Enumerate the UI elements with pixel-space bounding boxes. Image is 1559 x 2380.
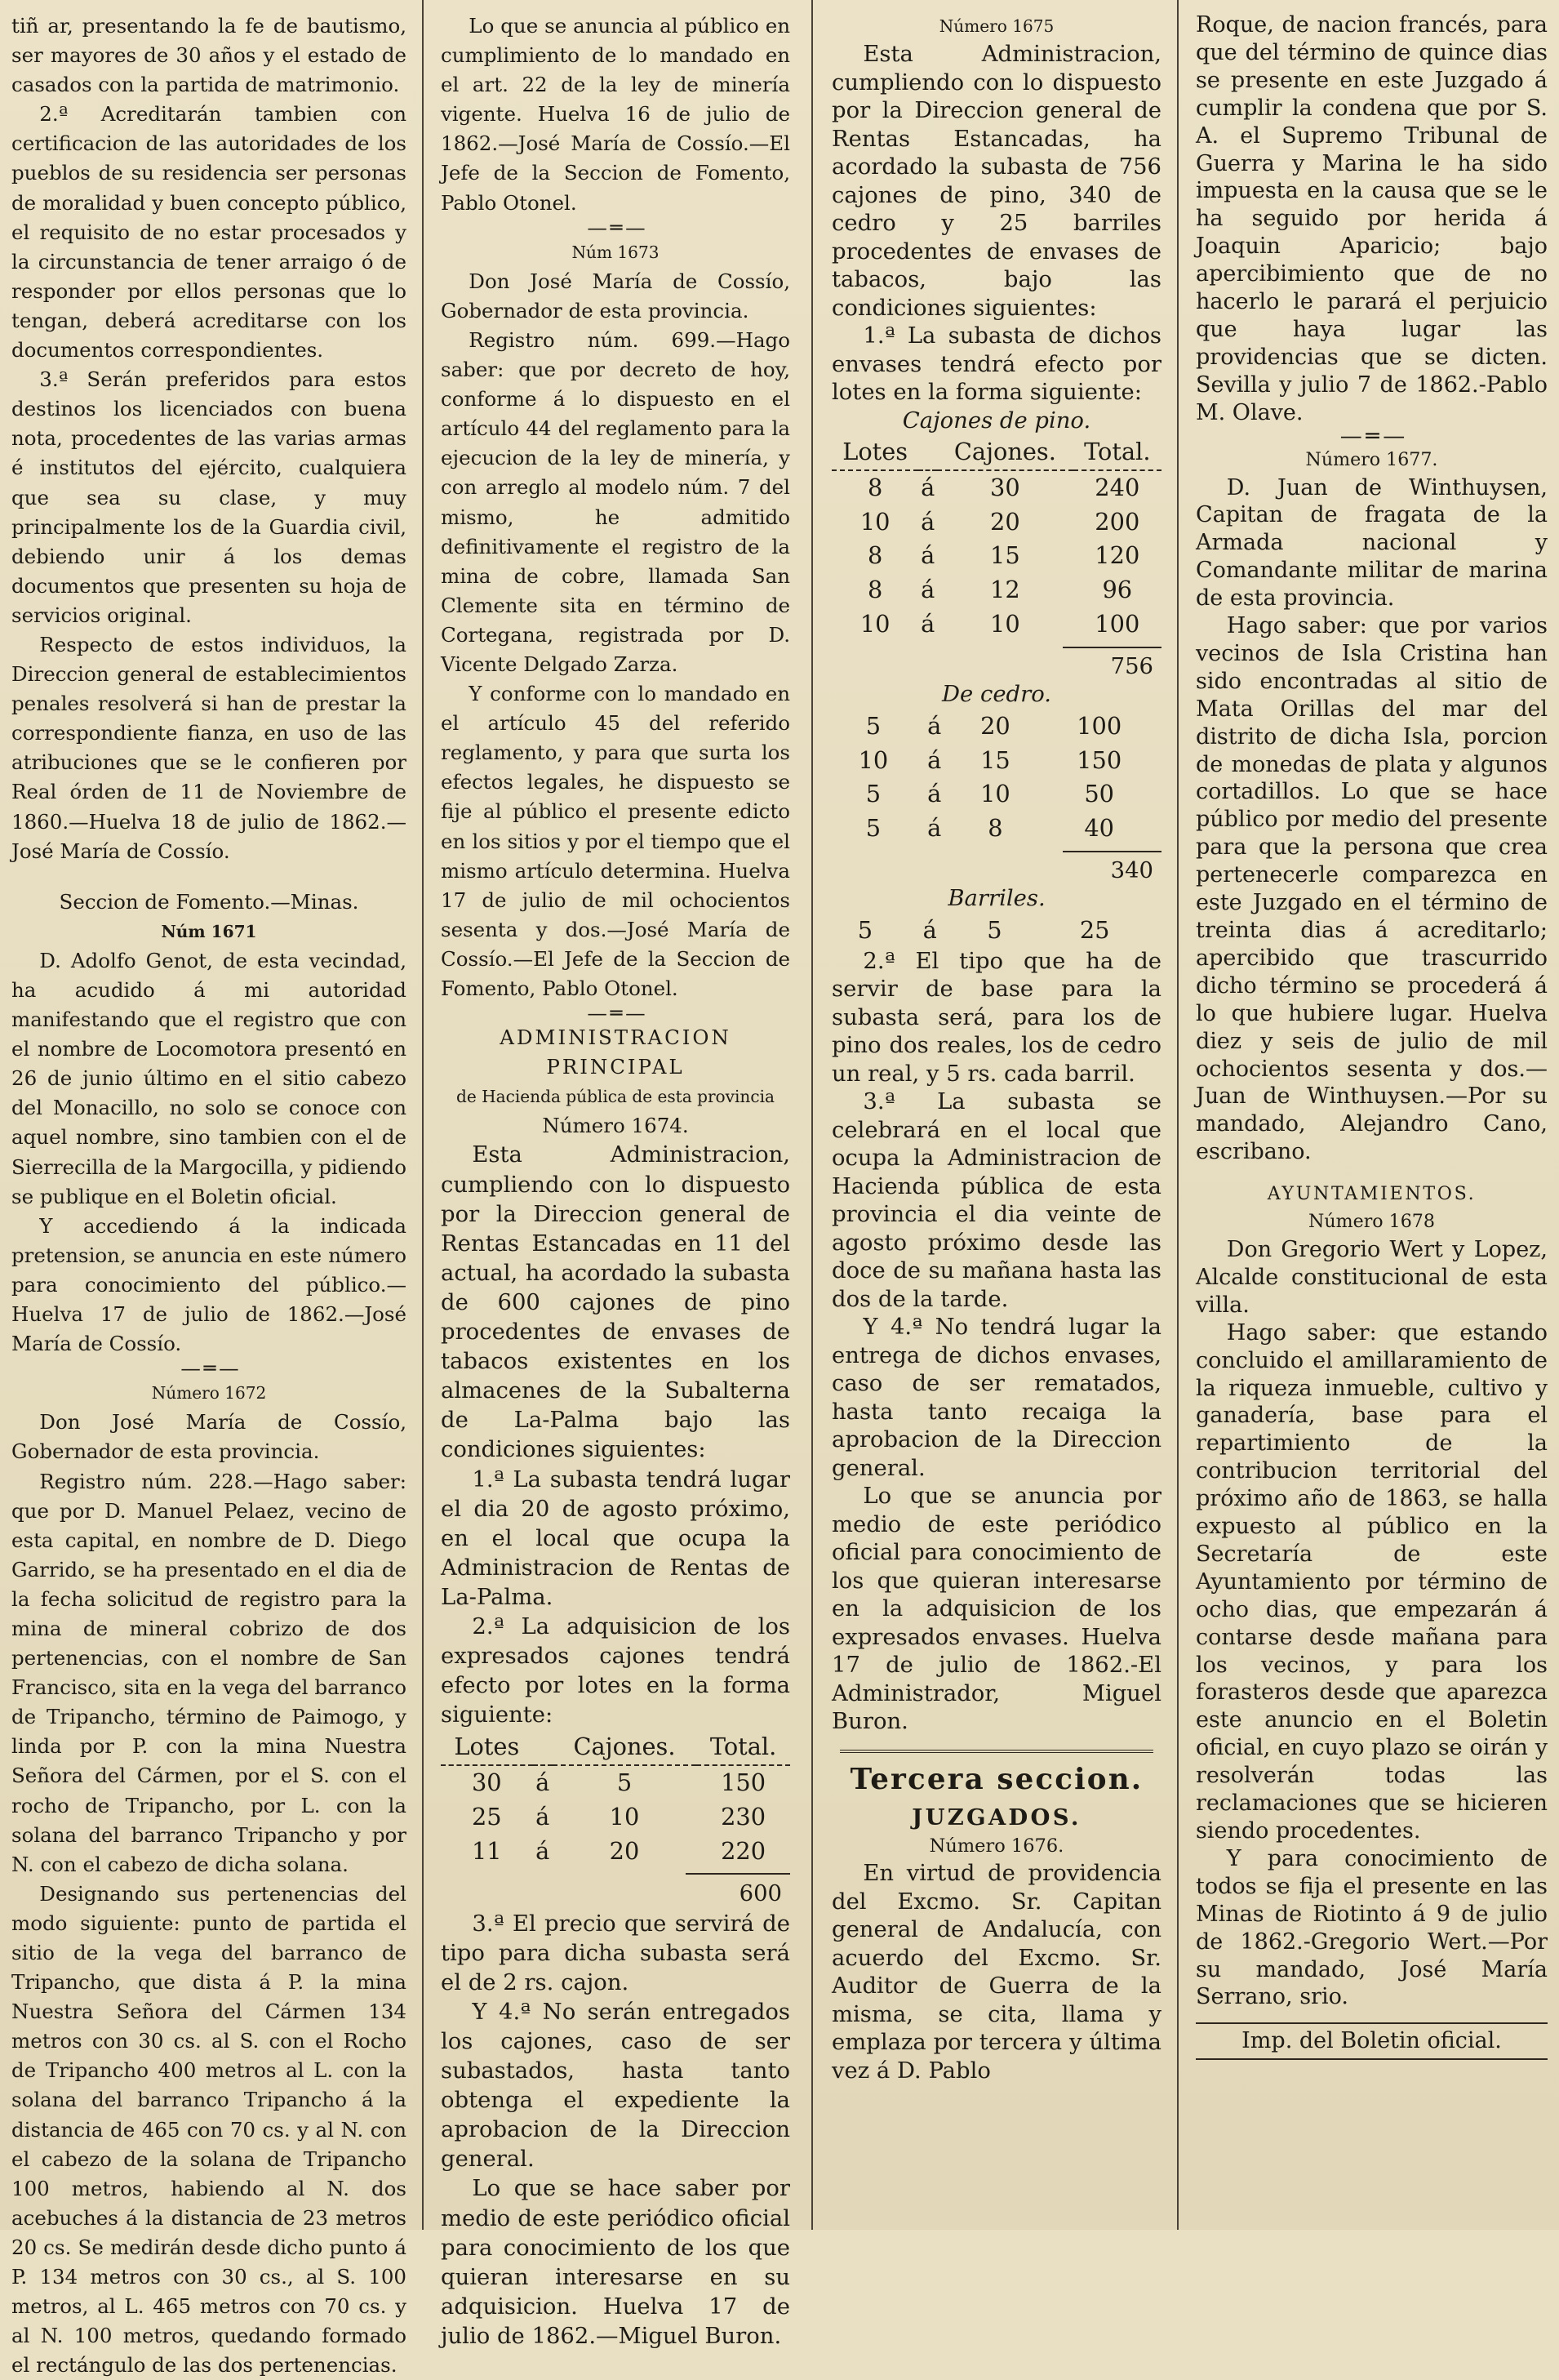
lots-table-pino (832, 435, 1161, 642)
notice-number: Número 1678 (1308, 1211, 1435, 1233)
table-row: 10 á 20 200 (859, 507, 1140, 536)
paragraph: Designando sus pertenencias del modo siguiente: punto de partida el sitio de la vega del barranco de Tripancho, que dista á P. la mina Nuestra Señora del Cármen 134 metros con 30 cs. al S. con el Rocho de Tripancho 400 metros al L. con la solana del barranco Tripancho á la distancia de 465 con 70 cs. y al N. con el cabezo de la solana de Tripancho 100 metros, habiendo al N. dos acebuches á la distancia de 23 metros 20 cs. Se medirán desde dicho punto á P. 134 metros con 30 cs., al S. 100 metros, al L. 465 metros con 70 cs. y al N. 100 metros, quedando formado el rectángulo de las dos pertenencias. (11, 1881, 406, 2378)
table-row: 8 á 12 96 (867, 576, 1133, 604)
notice-number: Núm 1673 (571, 242, 660, 262)
printer-imprint: Imp. del Boletin oficial. (1196, 2022, 1548, 2060)
table-total: 756 (1110, 653, 1153, 679)
paragraph: 2.ª La adquisicion de los expresados cajones tendrá efecto por lotes en la forma siguiente: (441, 1613, 790, 1728)
paragraph: D. Adolfo Genot, de esta vecindad, ha acudido á mi autoridad manifestando que el registro que con el nombre de Locomotora presentó en 26 de junio último en el sitio cabezo del Monacillo, no solo se conoce con aquel nombre, sino tambien con el de Sierrecilla de la Margocilla, y pidiendo se publique en el Boletin oficial. (11, 948, 406, 1208)
column-1 (0, 0, 418, 2378)
paragraph: En virtud de providencia del Excmo. Sr. Capitan general de Andalucía, con acuerdo del Excmo. Sr. Auditor de Guerra de la misma, se cita, llama y emplaza por tercera y última vez á D. Pablo (832, 1861, 1161, 2084)
column-rule (422, 0, 424, 2230)
table-row: 5 á 8 40 (865, 814, 1114, 843)
table-row: 5 á 5 25 (857, 915, 1110, 944)
paragraph: Hago saber: que por varios vecinos de Isla Cristina han sido encontradas al sitio de Mata Orillas del mar del distrito de dicha Isla, porcion de monedas de plata y algunos cortadillos. Lo que se hace público por medio del presente para que la persona que crea pertenecerle comparezca en este Juzgado en el término de treinta dias á acreditarlo; apercibido que trascurrido dicho término se procederá á lo que hubiere lugar. Huelva diez y seis de julio de mil ochocientos sesenta y dos.—Juan de Winthuysen.—Por su mandado, Alejandro Cano, escribano. (1196, 613, 1548, 1165)
paragraph: Respecto de estos individuos, la Direccion general de establecimientos penales resolverá si han de prestar la correspondiente fianza, en uso de las atribuciones que se le confieren por Real órden de 11 de Noviembre de 1860.—Huelva 18 de julio de 1862.—José María de Cossío. (11, 632, 406, 863)
paragraph: Roque, de nacion francés, para que del término de quince dias se presente en este Juzgado á cumplir la condena que por S. A. el Supremo Tribunal de Guerra y Marina le ha sido impuesta en la causa que se le ha seguido por herida á Joaquin Aparicio; bajo apercibimiento que de no hacerlo le parará el perjuicio que haya lugar las providencias que se dicten. Sevilla y julio 7 de 1862.-Pablo M. Olave. (1196, 12, 1548, 425)
section-heading: Seccion de Fomento.—Minas. (59, 889, 359, 914)
paragraph: Lo que se hace saber por medio de este periódico oficial para conocimiento de los que quieran interesarse en su adquisicion. Huelva 17 de julio de 1862.—Miguel Buron. (441, 2176, 790, 2349)
paragraph: 3.ª La subasta se celebrará en el local que ocupa la Administracion de Hacienda pública de esta provincia el dia veinte de agosto próximo desde las doce de su mañana hasta las dos de la tarde. (832, 1089, 1161, 1312)
paragraph: 3.ª Serán preferidos para estos destinos los licenciados con buena nota, procedentes de las varias armas é institutos del ejército, cualquiera que sea su clase, y muy principalmente los de la Guardia civil, debiendo unir á los demas documentos que presenten su hoja de servicios original. (11, 367, 406, 627)
paragraph: Don Gregorio Wert y Lopez, Alcalde constitucional de esta villa. (1196, 1236, 1548, 1318)
paragraph: Hago saber: que estando concluido el amillaramiento de la riqueza inmueble, cultivo y ganadería, base para el repartimiento de la contribucion territorial del próximo año de 1863, se halla expuesto al público en la Secretaría de este Ayuntamiento por término de ocho dias, que empezarán á contarse desde mañana para los vecinos, y para los forasteros desde que aparezca este anuncio en el Boletin oficial, en cuyo plazo se oirán y resolverán todas las reclamaciones que se hicieren siendo procedentes. (1196, 1319, 1548, 1844)
paragraph: Y accediendo á la indicada pretension, se anuncia en este número para conocimiento del público.—Huelva 17 de julio de 1862.—José María de Cossío. (11, 1213, 406, 1356)
table-row: 5 á 10 50 (865, 780, 1114, 808)
table-total: 600 (739, 1881, 782, 1907)
notice-number: Núm 1671 (161, 921, 257, 941)
paragraph: 2.ª El tipo que ha de servir de base para la subasta será, para los de pino dos reales, los de cedro un real, y 5 rs. cada barril. (832, 948, 1161, 1087)
separator: — ═ — (180, 1356, 238, 1381)
paragraph: Lo que se anuncia por medio de este periódico oficial para conocimiento de los que quieran interesarse en la adquisicion de los expresados envases. Huelva 17 de julio de 1862.-El Administrador, Miguel Buron. (832, 1484, 1161, 1735)
table-title: Cajones de pino. (902, 407, 1091, 434)
table-row: 11 á 20 220 (471, 1836, 766, 1865)
paragraph: 1.ª La subasta tendrá lugar el dia 20 de agosto próximo, en el local que ocupa la Administracion de Rentas de La-Palma. (441, 1466, 790, 1610)
paragraph: Don José María de Cossío, Gobernador de esta provincia. (11, 1410, 406, 1464)
paragraph: tiñ ar, presentando la fe de bautismo, ser mayores de 30 años y el estado de casados con la partida de matrimonio. (11, 14, 406, 97)
lots-table-cedro (832, 710, 1161, 846)
table-header: Lotes (832, 435, 918, 470)
paragraph: Y 4.ª No tendrá lugar la entrega de dichos envases, caso de ser rematados, hasta tanto recaiga la aprobacion de la Direccion general. (832, 1315, 1161, 1481)
paragraph: Esta Administracion, cumpliendo con lo dispuesto por la Direccion general de Rentas Estancadas en 11 del actual, ha acordado la subasta de 600 cajones de pino procedentes de envases de tabacos existentes en los almacenes de la Subalterna de La-Palma bajo las condiciones siguientes: (441, 1142, 790, 1463)
section-heading: AYUNTAMIENTOS. (1267, 1183, 1477, 1205)
section-heading: JUZGADOS. (912, 1804, 1082, 1831)
paragraph: Y para conocimiento de todos se fija el presente en las Minas de Riotinto á 9 de julio de 1862.-Gregorio Wert.—Por su mandado, José María Serrano, srio. (1196, 1845, 1548, 2010)
paragraph: Y 4.ª No serán entregados los cajones, caso de ser subastados, hasta tanto obtenga el expediente la aprobacion de la Direccion general. (441, 1999, 790, 2173)
lots-table-barriles (832, 914, 1161, 948)
table-header: Cajones. (937, 435, 1073, 470)
table-title: Barriles. (948, 886, 1046, 912)
column-3 (820, 0, 1173, 2230)
table-header: Cajones. (553, 1730, 696, 1765)
separator: — ═ — (1339, 423, 1404, 449)
table-row: 10 á 15 150 (858, 745, 1122, 774)
paragraph: Don José María de Cossío, Gobernador de esta provincia. (441, 269, 790, 323)
lots-table (441, 1730, 790, 1868)
paragraph: Y conforme con lo mandado en el artículo 45 del referido reglamento, y para que surta los efectos legales, he dispuesto se fije al público el presente edicto en los sitios y por el tiempo que el mismo artículo determina. Huelva 17 de julio de mil ochocientos sesenta y dos.—José María de Cossío.—El Jefe de la Seccion de Fomento, Pablo Otonel. (441, 682, 790, 1000)
section-heading: ADMINISTRACION PRINCIPAL (500, 1025, 731, 1079)
column-rule (1177, 0, 1179, 2230)
paragraph: Esta Administracion, cumpliendo con lo dispuesto por la Direccion general de Rentas Estancadas, ha acordado la subasta de 756 cajones de pino, 340 de cedro y 25 barriles procedentes de envases de tabacos, bajo las condiciones siguientes: (832, 42, 1161, 321)
notice-number: Número 1676. (929, 1835, 1064, 1857)
section-title: Tercera seccion. (850, 1762, 1144, 1796)
table-row: 5 á 20 100 (865, 711, 1122, 740)
separator: — ═ — (587, 1001, 644, 1025)
separator: — ═ — (587, 215, 644, 239)
paragraph: 3.ª El precio que servirá de tipo para dicha subasta será el de 2 rs. cajon. (441, 1911, 790, 1995)
column-2 (429, 0, 802, 2349)
paragraph: D. Juan de Winthuysen, Capitan de fragata de la Armada nacional y Comandante militar de marina de esta provincia. (1196, 474, 1548, 612)
notice-number: Número 1674. (542, 1114, 689, 1138)
paragraph: Registro núm. 699.—Hago saber: que por decreto de hoy, conforme á lo dispuesto en el artículo 44 del reglamento para la ejecucion de la ley de minería, y con arreglo al modelo núm. 7 del mismo, he admitido definitivamente el registro de la mina de cobre, llamada San Clemente sita en término de Cortegana, registrada por D. Vicente Delgado Zarza. (441, 327, 790, 676)
column-4 (1184, 0, 1559, 2230)
notice-number: Número 1672 (151, 1383, 267, 1404)
paragraph: 1.ª La subasta de dichos envases tendrá efecto por lotes en la forma siguiente: (832, 323, 1161, 406)
table-title: De cedro. (942, 682, 1051, 708)
paragraph: Registro núm. 228.—Hago saber: que por D. Manuel Pelaez, vecino de esta capital, en nombre de D. Diego Garrido, se ha presentado en el dia de la fecha solicitud de registro para la mina de mineral cobrizo de dos pertenencias, con el nombre de San Francisco, sita en la vega del barranco de Tripancho, término de Paimogo, y linda por P. con la mina Nuestra Señora del Cármen, por el S. con el rocho de Tripancho, por L. con la solana del barranco Tripancho y por N. con el cabezo de dicha solana. (11, 1469, 406, 1876)
table-total: 340 (1110, 857, 1153, 883)
section-subheading: de Hacienda pública de esta provincia (456, 1087, 775, 1107)
column-rule (811, 0, 813, 2230)
table-header: Total. (696, 1730, 790, 1765)
table-header: Lotes (441, 1730, 533, 1765)
paragraph: 2.ª Acreditarán tambien con certificacion de las autoridades de los pueblos de su residencia ser personas de moralidad y buen concepto público, el requisito de no estar procesados y la circunstancia de tener arraigo ó de responder por ellos personas que lo tengan, deberá acreditarse con los documentos correspondientes. (11, 102, 406, 363)
table-row: 8 á 15 120 (867, 541, 1140, 570)
table-row: 25 á 10 230 (471, 1802, 766, 1831)
notice-number: Número 1675 (939, 16, 1055, 36)
table-row: 8 á 30 240 (867, 473, 1140, 501)
notice-number: Número 1677. (1305, 448, 1438, 470)
section-divider (840, 1750, 1153, 1753)
table-row: 10 á 10 100 (859, 610, 1140, 638)
table-row: 30 á 5 150 (471, 1768, 766, 1797)
table-header: Total. (1073, 435, 1161, 470)
paragraph: Lo que se anuncia al público en cumplimiento de lo mandado en el art. 22 de la ley de minería vigente. Huelva 16 de julio de 1862.—José María de Cossío.—El Jefe de la Seccion de Fomento, Pablo Otonel. (441, 14, 790, 215)
